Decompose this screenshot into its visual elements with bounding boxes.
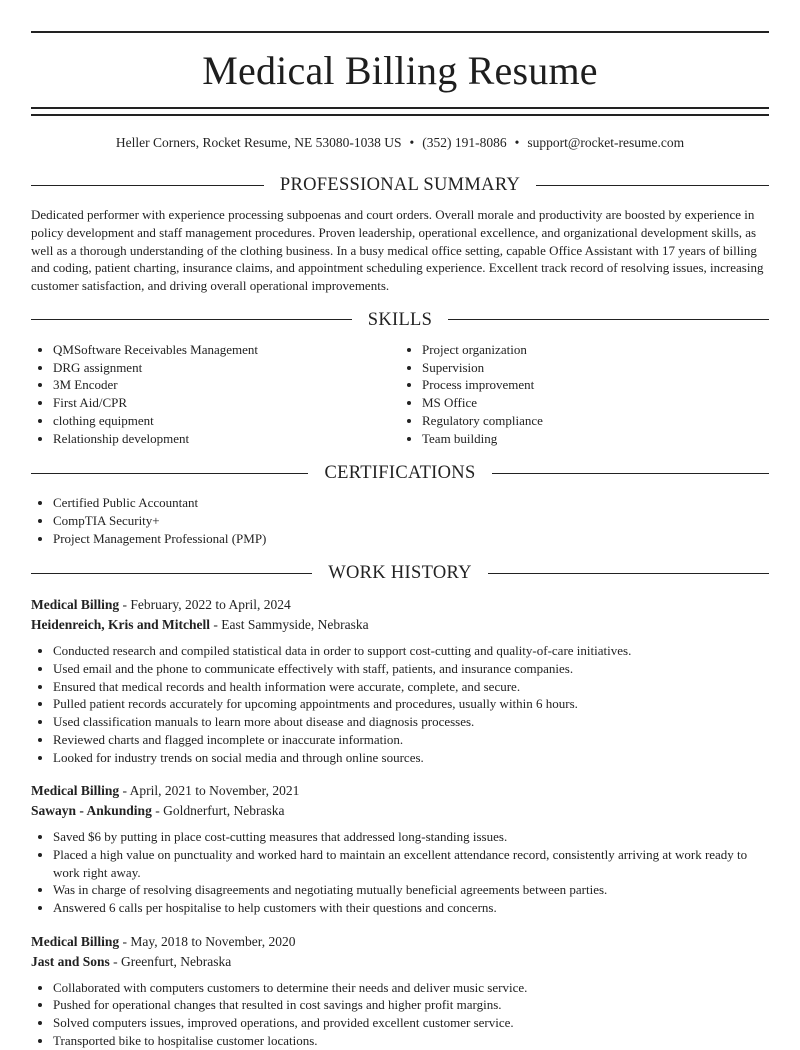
section-heading-summary (31, 173, 769, 197)
title-double-rule (31, 107, 769, 116)
skill-item: • QMSoftware Receivables Management (53, 341, 400, 359)
heading-rule (448, 319, 769, 320)
section-heading-label: PROFESSIONAL SUMMARY (279, 175, 521, 195)
job-entry (31, 781, 769, 917)
job-entry (31, 595, 769, 766)
section-heading-skills (31, 308, 769, 332)
resume-page (31, 0, 769, 1050)
contact-separator: • (409, 135, 415, 150)
contact-phone: (352) 191-8086 (422, 135, 507, 150)
summary-text: Dedicated performer with experience processing subpoenas and court orders. Overall morale and productivity are boosted by experience in policy development and staff management procedures. Proven leadership, operational excellence, and organizational development skills, as well as a thorough understanding of the clothing business. In a busy medical office setting, capable Office Assistant with 17 years of billing and coding, patient charting, insurance claims, and appointment scheduling experience. Excellent track record of resolving issues, increasing customer satisfaction, and driving overall operational improvements. (31, 207, 764, 294)
job-company: Sawayn - Ankunding (31, 803, 152, 819)
job-bullet: • Was in charge of resolving disagreements and negotiating mutually beneficial agreements between parties. (53, 881, 769, 899)
job-dates: - February, 2022 to April, 2024 (119, 597, 291, 613)
job-bullets (31, 642, 769, 766)
skill-item: • 3M Encoder (53, 376, 400, 394)
certifications-list (31, 494, 769, 547)
section-heading-label: SKILLS (367, 309, 433, 330)
job-bullet: • Used email and the phone to communicate effectively with staff, patients, and insurance companies. (53, 660, 769, 678)
skills-list (31, 341, 769, 447)
skill-item: • Regulatory compliance (422, 412, 769, 430)
certification-item: • Certified Public Accountant (53, 494, 769, 512)
job-bullet: • Used classification manuals to learn more about disease and diagnosis processes. (53, 713, 769, 731)
skill-item: • Supervision (422, 359, 769, 377)
job-location: - Greenfurt, Nebraska (109, 953, 232, 969)
job-title: Medical Billing (31, 783, 120, 799)
job-bullet: • Ensured that medical records and health information were accurate, complete, and secure. (53, 678, 769, 696)
job-company-line (31, 615, 769, 634)
skills-column-left (31, 341, 400, 447)
job-title-line (31, 781, 769, 800)
certification-item: • CompTIA Security+ (53, 512, 769, 530)
skill-item: • Relationship development (53, 430, 400, 448)
job-title: Medical Billing (31, 933, 120, 949)
skills-column-right (400, 341, 769, 447)
job-bullet: • Solved computers issues, improved operations, and provided excellent customer service. (53, 1014, 769, 1032)
top-rule (31, 31, 769, 33)
certification-item: • Project Management Professional (PMP) (53, 530, 769, 548)
heading-rule (31, 573, 312, 574)
skill-item: • clothing equipment (53, 412, 400, 430)
job-location: - Goldnerfurt, Nebraska (151, 803, 285, 819)
resume-title: Medical Billing Resume (202, 48, 598, 93)
heading-rule (536, 185, 769, 186)
contact-email: support@rocket-resume.com (527, 135, 685, 150)
job-entry (31, 932, 769, 1050)
job-title-line (31, 595, 769, 614)
contact-separator: • (514, 135, 520, 150)
section-heading-label: CERTIFICATIONS (324, 463, 476, 484)
heading-rule (31, 319, 352, 320)
job-dates: - May, 2018 to November, 2020 (119, 933, 296, 949)
heading-rule (492, 473, 769, 474)
job-title: Medical Billing (31, 597, 120, 613)
job-bullet: • Pushed for operational changes that resulted in cost savings and higher profit margins. (53, 996, 769, 1014)
job-company-line (31, 952, 769, 971)
heading-rule (31, 185, 264, 186)
skill-item: • Project organization (422, 341, 769, 359)
job-company: Jast and Sons (31, 953, 110, 969)
skill-item: • Team building (422, 430, 769, 448)
section-heading-certifications (31, 461, 769, 485)
job-location: - East Sammyside, Nebraska (210, 617, 369, 633)
job-dates: - April, 2021 to November, 2021 (119, 783, 300, 799)
skill-item: • First Aid/CPR (53, 394, 400, 412)
contact-line (31, 134, 769, 152)
job-bullet: • Answered 6 calls per hospitalise to help customers with their questions and concerns. (53, 899, 769, 917)
skill-item: • Process improvement (422, 376, 769, 394)
job-bullets (31, 979, 769, 1050)
job-bullet: • Placed a high value on punctuality and worked hard to maintain an excellent attendance record, consistently arriving at work ready to work right away. (53, 846, 769, 881)
contact-address: Heller Corners, Rocket Resume, NE 53080-1038 US (115, 135, 402, 150)
job-bullet: • Transported bike to hospitalise customer locations. (53, 1032, 769, 1050)
job-company-line (31, 801, 769, 820)
section-heading-label: WORK HISTORY (328, 563, 472, 584)
skill-item: • DRG assignment (53, 359, 400, 377)
skill-item: • MS Office (422, 394, 769, 412)
job-bullet: • Saved $6 by putting in place cost-cutting measures that addressed long-standing issues. (53, 828, 769, 846)
job-company: Heidenreich, Kris and Mitchell (31, 617, 210, 633)
job-bullets (31, 828, 769, 917)
job-bullet: • Conducted research and compiled statistical data in order to support cost-cutting and quality-of-care initiatives. (53, 642, 769, 660)
heading-rule (31, 473, 308, 474)
job-title-line (31, 932, 769, 951)
job-bullet: • Pulled patient records accurately for upcoming appointments and procedures, usually within 6 hours. (53, 695, 769, 713)
job-bullet: • Reviewed charts and flagged incomplete or inaccurate information. (53, 731, 769, 749)
job-bullet: • Collaborated with computers customers to determine their needs and deliver music service. (53, 979, 769, 997)
job-bullet: • Looked for industry trends on social media and through online sources. (53, 749, 769, 767)
section-heading-work-history (31, 561, 769, 585)
heading-rule (488, 573, 769, 574)
